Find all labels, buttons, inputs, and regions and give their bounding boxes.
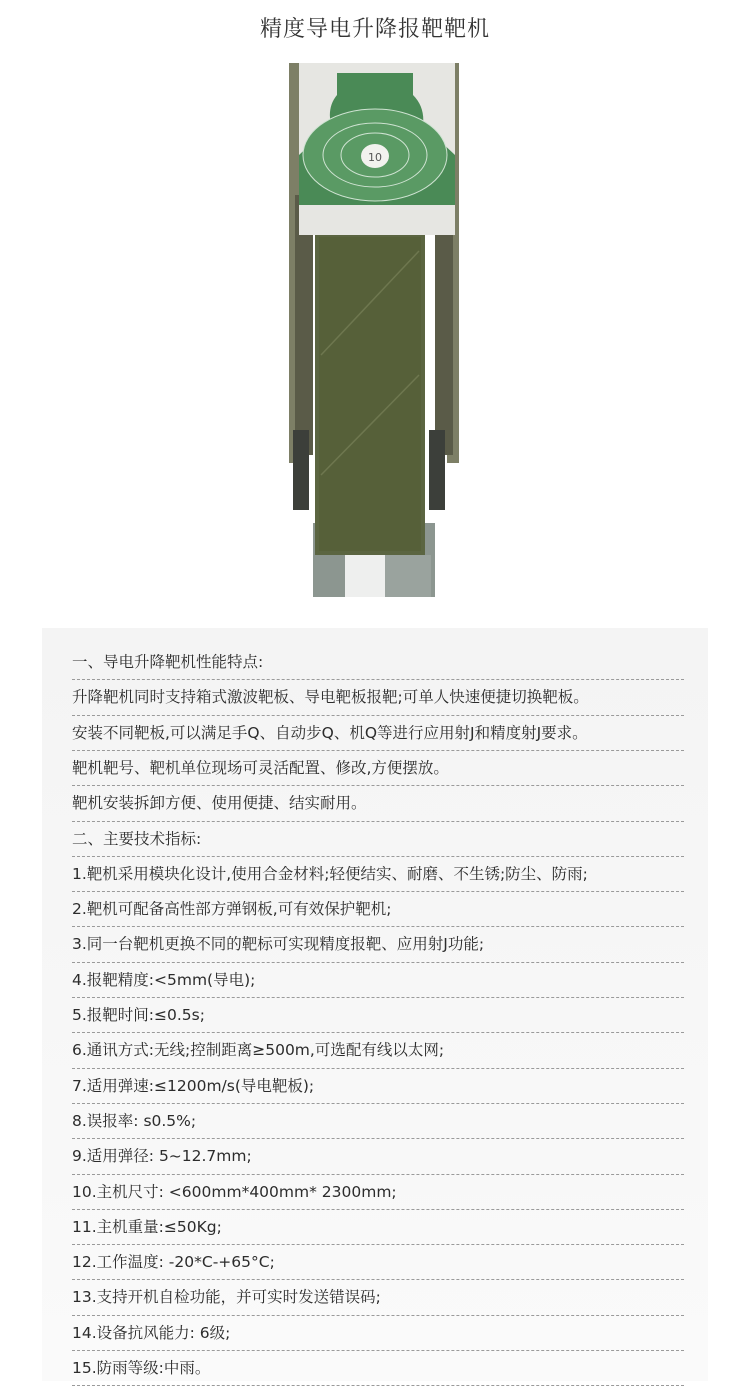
target-machine-image xyxy=(275,55,475,605)
spec-line: 2.靶机可配备高性部方弹钢板,可有效保护靶机; xyxy=(72,900,392,919)
spec-line: 3.同一台靶机更换不同的靶标可实现精度报靶、应用射J功能; xyxy=(72,935,485,954)
spec-line: 一、导电升降靶机性能特点: xyxy=(72,653,264,671)
spec-line: 靶机靶号、靶机单位现场可灵活配置、修改,方便摆放。 xyxy=(72,758,449,777)
spec-line: 4.报靶精度:<5mm(导电); xyxy=(72,970,256,989)
spec-line: 14.设备抗风能力: 6级; xyxy=(72,1323,231,1342)
spec-line: 15.防雨等级:中雨。 xyxy=(72,1359,211,1377)
spec-line: 9.适用弹径: 5~12.7mm; xyxy=(72,1147,252,1166)
page-title: 精度导电升降报靶靶机 xyxy=(259,17,490,42)
spec-line: 13.支持开机自检功能，并可实时发送错误码; xyxy=(72,1288,381,1307)
spec-line: 5.报靶时间:≤0.5s; xyxy=(72,1006,205,1024)
spec-line: 6.通讯方式:无线;控制距离≥500m,可选配有线以太网; xyxy=(72,1041,445,1060)
spec-line: 7.适用弹速:≤1200m/s(导电靶板); xyxy=(72,1076,315,1095)
spec-line: 8.误报率: s0.5%; xyxy=(72,1111,197,1130)
target-ring-label: 10 xyxy=(368,151,382,164)
spec-list xyxy=(42,628,708,1381)
spec-line: 11.主机重量:≤50Kg; xyxy=(72,1217,222,1236)
spec-line: 二、主要技术指标: xyxy=(72,829,202,848)
spec-line: 靶机安装拆卸方便、使用便捷、结实耐用。 xyxy=(72,794,367,813)
spec-line: 1.靶机采用模块化设计,使用合金材料;轻便结实、耐磨、不生锈;防尘、防雨; xyxy=(72,864,588,883)
spec-line: 安装不同靶板,可以满足手Q、自动步Q、机Q等进行应用射J和精度射J要求。 xyxy=(72,723,588,742)
spec-line: 10.主机尺寸: <600mm*400mm* 2300mm; xyxy=(72,1182,397,1201)
spec-line: 12.工作温度: -20*C-+65°C; xyxy=(72,1253,275,1272)
spec-line: 升降靶机同时支持箱式激波靶板、导电靶板报靶;可单人快速便捷切换靶板。 xyxy=(72,688,589,707)
